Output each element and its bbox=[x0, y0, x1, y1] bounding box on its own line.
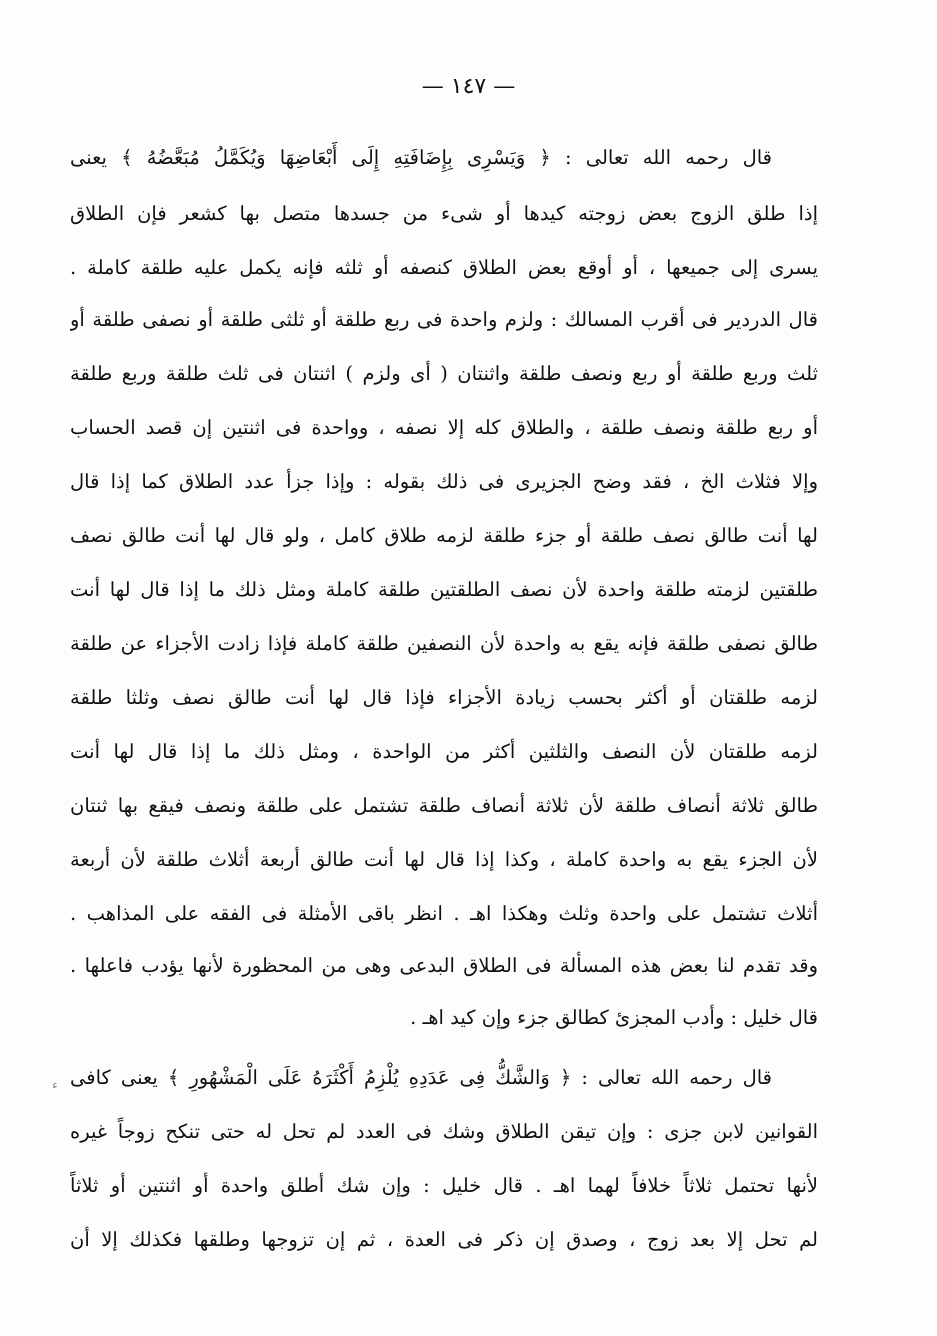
text-line: لزمه طلقتان أو أكثر بحسب زيادة الأجزاء فإذا قال لها أنت طالق نصف وثلثا طلقة bbox=[70, 686, 818, 709]
text-line: لها أنت طالق نصف طلقة أو جزء طلقة لزمه طلاق كامل ، ولو قال لها أنت طالق نصف bbox=[70, 524, 818, 547]
text-line: وإلا فثلاث الخ ، فقد وضح الجزيرى فى ذلك بقوله : وإذا جزأ عدد الطلاق كما إذا قال bbox=[70, 470, 818, 493]
text-line: لأن الجزء يقع به واحدة كاملة ، وكذا إذا قال لها أنت طالق أربعة أثلاث طلقة لأن أربعة bbox=[70, 848, 818, 871]
text-line: أثلاث تشتمل على واحدة وثلث وهكذا اهـ . انظر باقى الأمثلة فى الفقه على المذاهب . bbox=[70, 902, 818, 925]
text-line: قال الدردير فى أقرب المسالك : ولزم واحدة فى ربع طلقة أو ثلثى طلقة أو نصفى طلقة أو bbox=[70, 308, 818, 331]
text-line: القوانين لابن جزى : وإن تيقن الطلاق وشك فى العدد لم تحل له حتى تنكح زوجاً غيره bbox=[70, 1120, 818, 1143]
text-line: طالق نصفى طلقة فإنه يقع به واحدة لأن النصفين طلقة كاملة فإذا زادت الأجزاء عن طلقة bbox=[70, 632, 818, 655]
text-line: يسرى إلى جميعها ، أو أوقع بعض الطلاق كنصفه أو ثلثه فإنه يكمل عليه طلقة كاملة . bbox=[70, 256, 818, 279]
text-line: طالق ثلاثة أنصاف طلقة لأن ثلاثة أنصاف طلقة تشتمل على طلقة ونصف فيقع بها ثنتان bbox=[70, 794, 818, 817]
text-line: قال رحمه الله تعالى : ﴿ وَيَسْرِى بِإِضَافَتِهِ إِلَى أَبْعَاضِهَا وَيُكَمَّلُ مُبَعَّضُهُ ﴾ يعنى bbox=[70, 146, 772, 169]
margin-mark: ﺀ bbox=[52, 1078, 58, 1092]
text-line: لأنها تحتمل ثلاثاً خلافاً لهما اهـ . قال خليل : وإن شك أطلق واحدة أو اثنتين أو ثلاثاً bbox=[70, 1174, 818, 1197]
text-line: إذا طلق الزوج بعض زوجته كيدها أو شىء من جسدها متصل بها كشعر فإن الطلاق bbox=[70, 202, 818, 225]
page-number: — ١٤٧ — bbox=[421, 74, 516, 99]
text-line: وقد تقدم لنا بعض هذه المسألة فى الطلاق البدعى وهى من المحظورة لأنها يؤدب فاعلها . bbox=[70, 954, 818, 977]
text-line: لم تحل إلا بعد زوج ، وصدق إن ذكر فى العدة ، ثم إن تزوجها وطلقها فكذلك إلا أن bbox=[70, 1228, 818, 1251]
text-line: قال خليل : وأدب المجزئ كطالق جزء وإن كيد اهـ . bbox=[410, 1006, 818, 1029]
text-line: لزمه طلقتان لأن النصف والثلثين أكثر من الواحدة ، ومثل ذلك ما إذا قال لها أنت bbox=[70, 740, 818, 763]
text-line: طلقتين لزمته طلقة واحدة لأن نصف الطلقتين طلقة كاملة ومثل ذلك ما إذا قال لها أنت bbox=[70, 578, 818, 601]
text-line: قال رحمه الله تعالى : ﴿ وَالشَّكُّ فِى عَدَدِهِ يُلْزِمُ أَكْثَرَهُ عَلَى الْمَشْهُورِ ﴾ يعنى كافى bbox=[70, 1066, 772, 1089]
text-line: أو ربع طلقة ونصف طلقة ، والطلاق كله إلا نصفه ، وواحدة فى اثنتين إن قصد الحساب bbox=[70, 416, 818, 439]
text-line: ثلث وربع طلقة أو ربع ونصف طلقة واثنتان ( أى ولزم ) اثنتان فى ثلث طلقة وربع طلقة bbox=[70, 362, 818, 385]
